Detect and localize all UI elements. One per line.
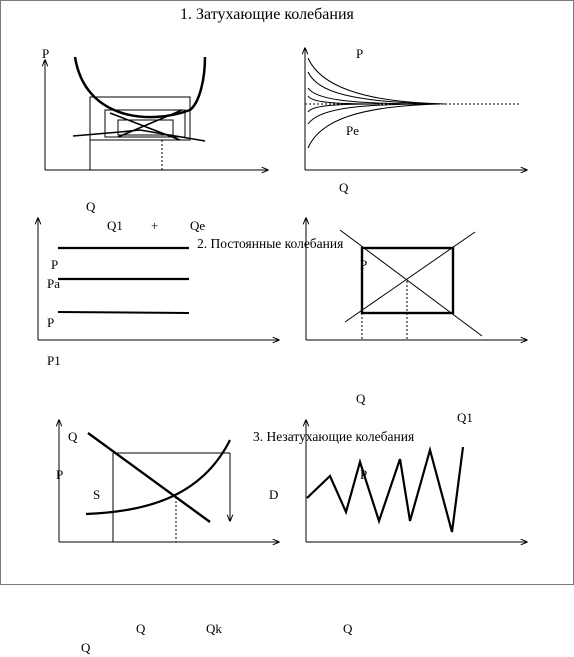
label-q: Q [86, 199, 96, 214]
panel-explosive-cobweb [59, 420, 279, 542]
label-p: P [360, 467, 368, 482]
label-p1: P1 [47, 353, 61, 368]
label-p: P [360, 257, 368, 272]
label-q1: Q1 [457, 410, 473, 425]
label-q: Q [339, 180, 349, 195]
oscillation-line [307, 447, 463, 532]
label-d: D [269, 487, 279, 502]
section-2-title: 2. Постоянные колебания [197, 236, 344, 251]
label-s: S [93, 487, 101, 502]
label-p: P [47, 315, 55, 330]
label-p: P [356, 46, 364, 61]
label-q: Q [356, 391, 366, 406]
label-plus: + [151, 218, 159, 233]
label-p: P [56, 467, 64, 482]
label-q: Q [68, 429, 78, 444]
label-pa: Pa [47, 276, 60, 291]
label-p: P [42, 46, 50, 61]
label-q: Q [81, 640, 91, 655]
supply-curve [86, 440, 230, 514]
panel-damped-cobweb [45, 57, 268, 170]
demand-line [88, 433, 210, 522]
label-pe: Pe [346, 123, 359, 138]
supply-curve [75, 57, 205, 117]
label-qk: Qk [206, 621, 222, 636]
label-q1: Q1 [107, 218, 123, 233]
label-qe: Qe [190, 218, 206, 233]
section-3-title: 3. Незатухающие колебания [253, 429, 415, 444]
label-q: Q [343, 621, 353, 636]
label-q: Q [136, 621, 146, 636]
label-p: P [51, 257, 59, 272]
page-title: 1. Затухающие колебания [180, 6, 354, 23]
panel-damped-timeseries [305, 48, 527, 170]
